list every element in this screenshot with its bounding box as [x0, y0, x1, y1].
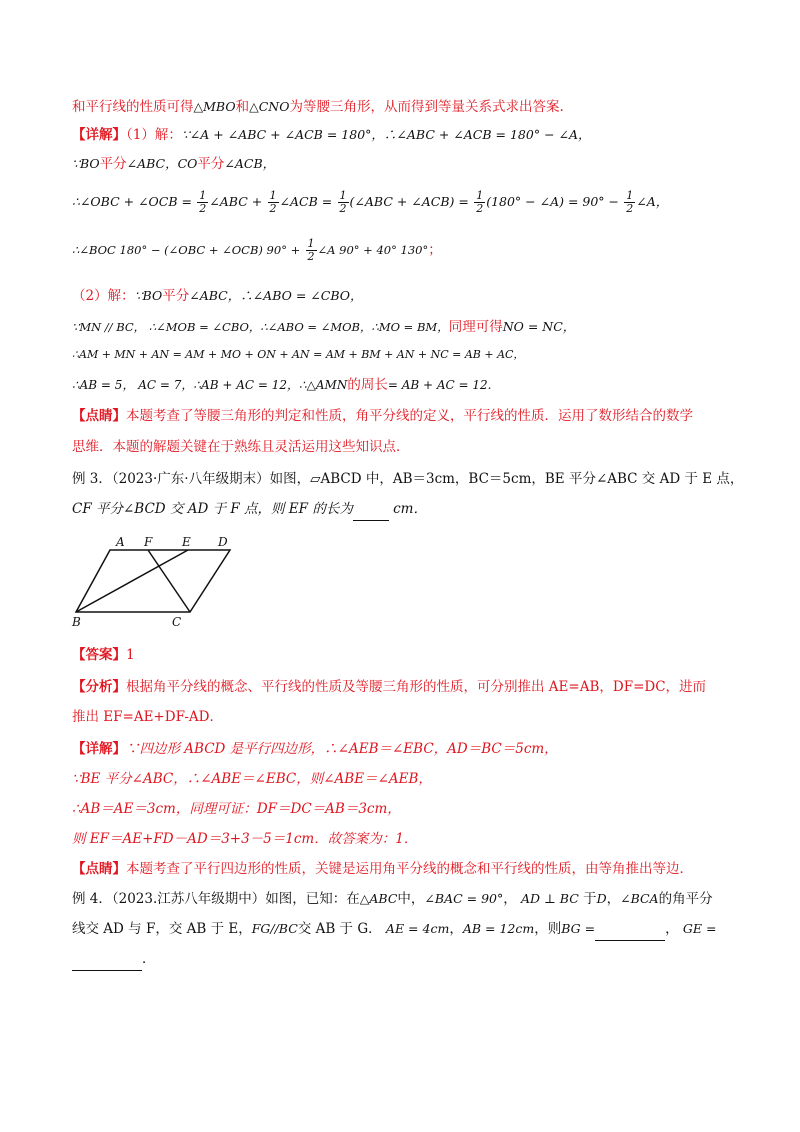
text: ，则 [534, 921, 562, 937]
solution-part2-line2 [72, 316, 575, 338]
part1-label: （1）解： [126, 127, 182, 143]
example3-question-line1 [72, 468, 743, 490]
text: 和 [235, 99, 250, 115]
math: ，CO [165, 156, 198, 171]
solution-part2-line [72, 285, 363, 307]
text: 例 4．（2023.江苏八年级期中）如图，已知：在 [72, 891, 360, 907]
math: = AB + AC = 12. [387, 378, 492, 392]
math: NO = NC， [502, 319, 576, 334]
numerator: 1 [307, 237, 315, 250]
fraction-half [624, 190, 635, 215]
math: GE = [682, 921, 717, 936]
detail-label: 【详解】 [72, 127, 126, 143]
numerator: 1 [339, 189, 347, 202]
example3-answer [72, 644, 135, 666]
solution-part2-line4 [72, 374, 492, 396]
text: 平分 [197, 156, 225, 172]
example4-question-line3 [72, 948, 156, 971]
text: cm． [393, 501, 427, 517]
math: (∠ABC + ∠ACB) = [349, 194, 469, 209]
text: ∵四边形 ABCD 是平行四边形，∴∠AEB＝∠EBC，AD＝BC＝5cm， [126, 741, 558, 757]
example4-question-line1 [72, 888, 713, 910]
math: ∠A 90° + 40° 130° [317, 243, 429, 257]
math: ∠ABC + [209, 194, 263, 209]
answer-blank [353, 498, 389, 521]
fraction-half [197, 190, 208, 215]
example3-comment [72, 858, 693, 880]
text: ． [142, 951, 156, 967]
text: ； [428, 242, 442, 258]
part2-label: （2）解： [72, 288, 135, 304]
example3-analysis-line1 [72, 676, 706, 698]
denominator: 2 [476, 202, 484, 215]
math: ∴∠OBC + ∠OCB = [72, 194, 192, 209]
example3-detail-line2 [72, 768, 432, 790]
text: CF 平分∠BCD 交 AD 于 F 点，则 EF 的长为 [72, 501, 353, 517]
math: AB = 12cm [462, 921, 535, 936]
solution-equation-2 [72, 188, 668, 216]
text: 的周长 [347, 377, 388, 393]
text: ∴AB＝AE＝3cm，同理可证：DF＝DC＝AB＝3cm， [72, 801, 401, 817]
analysis-label: 【分析】 [72, 679, 126, 695]
math: ∠ACB， [224, 156, 276, 171]
text: ， [449, 921, 463, 937]
solution-part1-line [72, 124, 591, 146]
denominator: 2 [626, 202, 634, 215]
fraction-half [268, 190, 279, 215]
parallelogram-figure [70, 530, 260, 630]
text: 思维．本题的解题关键在于熟练且灵活运用这些知识点． [72, 439, 410, 455]
answer-value: 1 [126, 647, 135, 663]
math: FG//BC [251, 921, 298, 936]
text: 本题考查了平行四边形的性质，关键是运用角平分线的概念和平行线的性质，由等角推出等边． [126, 861, 693, 877]
math: ∠ABC，∴∠ABO = ∠CBO， [189, 288, 363, 303]
label-b: B [72, 615, 81, 629]
math: △ABC [359, 891, 398, 906]
math: ∵MN // BC， ∴∠MOB = ∠CBO，∴∠ABO = ∠MOB，∴MO = BM， [72, 320, 449, 334]
text: ， [665, 921, 679, 937]
fraction-half [306, 238, 317, 263]
triangle-cno: △CNO [249, 99, 290, 114]
math: AE = 4cm [385, 921, 450, 936]
math: ∴∠BOC 180° − (∠OBC + ∠OCB) 90° + [72, 243, 301, 257]
text: 同理可得 [448, 319, 503, 335]
math: (180° − ∠A) = 90° − [486, 194, 619, 209]
label-f: F [144, 535, 153, 549]
math: ∠ACB = [279, 194, 333, 209]
segment-cf [148, 550, 190, 612]
math: ∵BO [134, 288, 163, 303]
denominator: 2 [199, 202, 207, 215]
text: ∵BE 平分∠ABC，∴∠ABE＝∠EBC，则∠ABE＝∠AEB， [72, 771, 432, 787]
math: ∴AB = 5， AC = 7，∴AB + AC = 12，∴△AMN [72, 378, 348, 392]
fraction-half [474, 190, 485, 215]
math: ∴AM + MN + AN = AM + MO + ON + AN = AM + BM + AN + NC = AB + AC， [72, 348, 525, 361]
example3-analysis-line2 [72, 706, 223, 728]
math: ∠ABC [126, 156, 166, 171]
math: ∠BAC = 90° [424, 891, 504, 906]
comment-label: 【点睛】 [72, 861, 126, 877]
text: 本题考查了等腰三角形的判定和性质，角平分线的定义，平行线的性质．运用了数形结合的数学 [126, 408, 693, 424]
example3-detail-line3 [72, 798, 401, 820]
solution-line-1 [72, 96, 564, 118]
equation: ∵∠A + ∠ABC + ∠ACB = 180° [181, 127, 372, 142]
example4-question-line2 [72, 918, 716, 941]
math: ∠A， [636, 194, 669, 209]
denominator: 2 [339, 202, 347, 215]
text: 根据角平分线的概念、平行线的性质及等腰三角形的性质，可分别推出 AE=AB，DF=DC，进而 [126, 679, 707, 695]
answer-blank-bg [595, 918, 665, 941]
text: 平分 [99, 156, 127, 172]
text: 则 EF＝AE+FD－AD＝3+3－5＝1cm．故答案为：1． [72, 831, 418, 847]
math: AD ⊥ BC [521, 891, 579, 906]
numerator: 1 [269, 189, 277, 202]
text: 和平行线的性质可得 [72, 99, 194, 115]
answer-label: 【答案】 [72, 647, 126, 663]
text: 线交 AD 与 F，交 AB 于 E， [72, 921, 252, 937]
label-e: E [182, 535, 191, 549]
math: ∵BO [72, 156, 100, 171]
solution-comment-line2 [72, 436, 410, 458]
text: 推出 EF=AE+DF-AD． [72, 709, 223, 725]
solution-equation-3 [72, 236, 442, 264]
numerator: 1 [199, 189, 207, 202]
text: 平分 [162, 288, 190, 304]
text: 的角平分 [658, 891, 713, 907]
solution-comment-line1 [72, 405, 693, 427]
text: 于 [583, 891, 597, 907]
example3-detail-line1 [72, 738, 558, 760]
math: D [596, 891, 607, 906]
solution-part2-line3 [72, 343, 524, 366]
parallelogram-abcd [76, 550, 230, 612]
text: ， [606, 891, 621, 907]
equation: ，∴∠ABC + ∠ACB = 180° − ∠A， [371, 127, 591, 142]
denominator: 2 [269, 202, 277, 215]
text: 交 AB 于 G． [297, 921, 382, 937]
label-d: D [218, 535, 228, 549]
triangle-mbo: △MBO [193, 99, 236, 114]
numerator: 1 [476, 189, 484, 202]
numerator: 1 [626, 189, 634, 202]
example3-question-line2 [72, 498, 427, 521]
math: ∠BCA [620, 891, 659, 906]
text: ， [503, 891, 517, 907]
label-a: A [116, 535, 125, 549]
answer-blank-ge [72, 948, 142, 971]
example3-detail-line4 [72, 828, 417, 850]
fraction-half [338, 190, 349, 215]
text: 例 3．（2023·广东·八年级期末）如图，▱ABCD 中，AB＝3cm，BC＝5cm，BE 平分∠ABC 交 AD 于 E 点， [72, 471, 744, 487]
math: BG = [561, 921, 596, 936]
detail-label: 【详解】 [72, 741, 126, 757]
text: 为等腰三角形，从而得到等量关系式求出答案. [289, 99, 564, 115]
solution-bisect-line [72, 153, 275, 175]
comment-label: 【点睛】 [72, 408, 126, 424]
label-c: C [172, 615, 182, 629]
text: 中， [397, 891, 425, 907]
denominator: 2 [307, 250, 315, 263]
